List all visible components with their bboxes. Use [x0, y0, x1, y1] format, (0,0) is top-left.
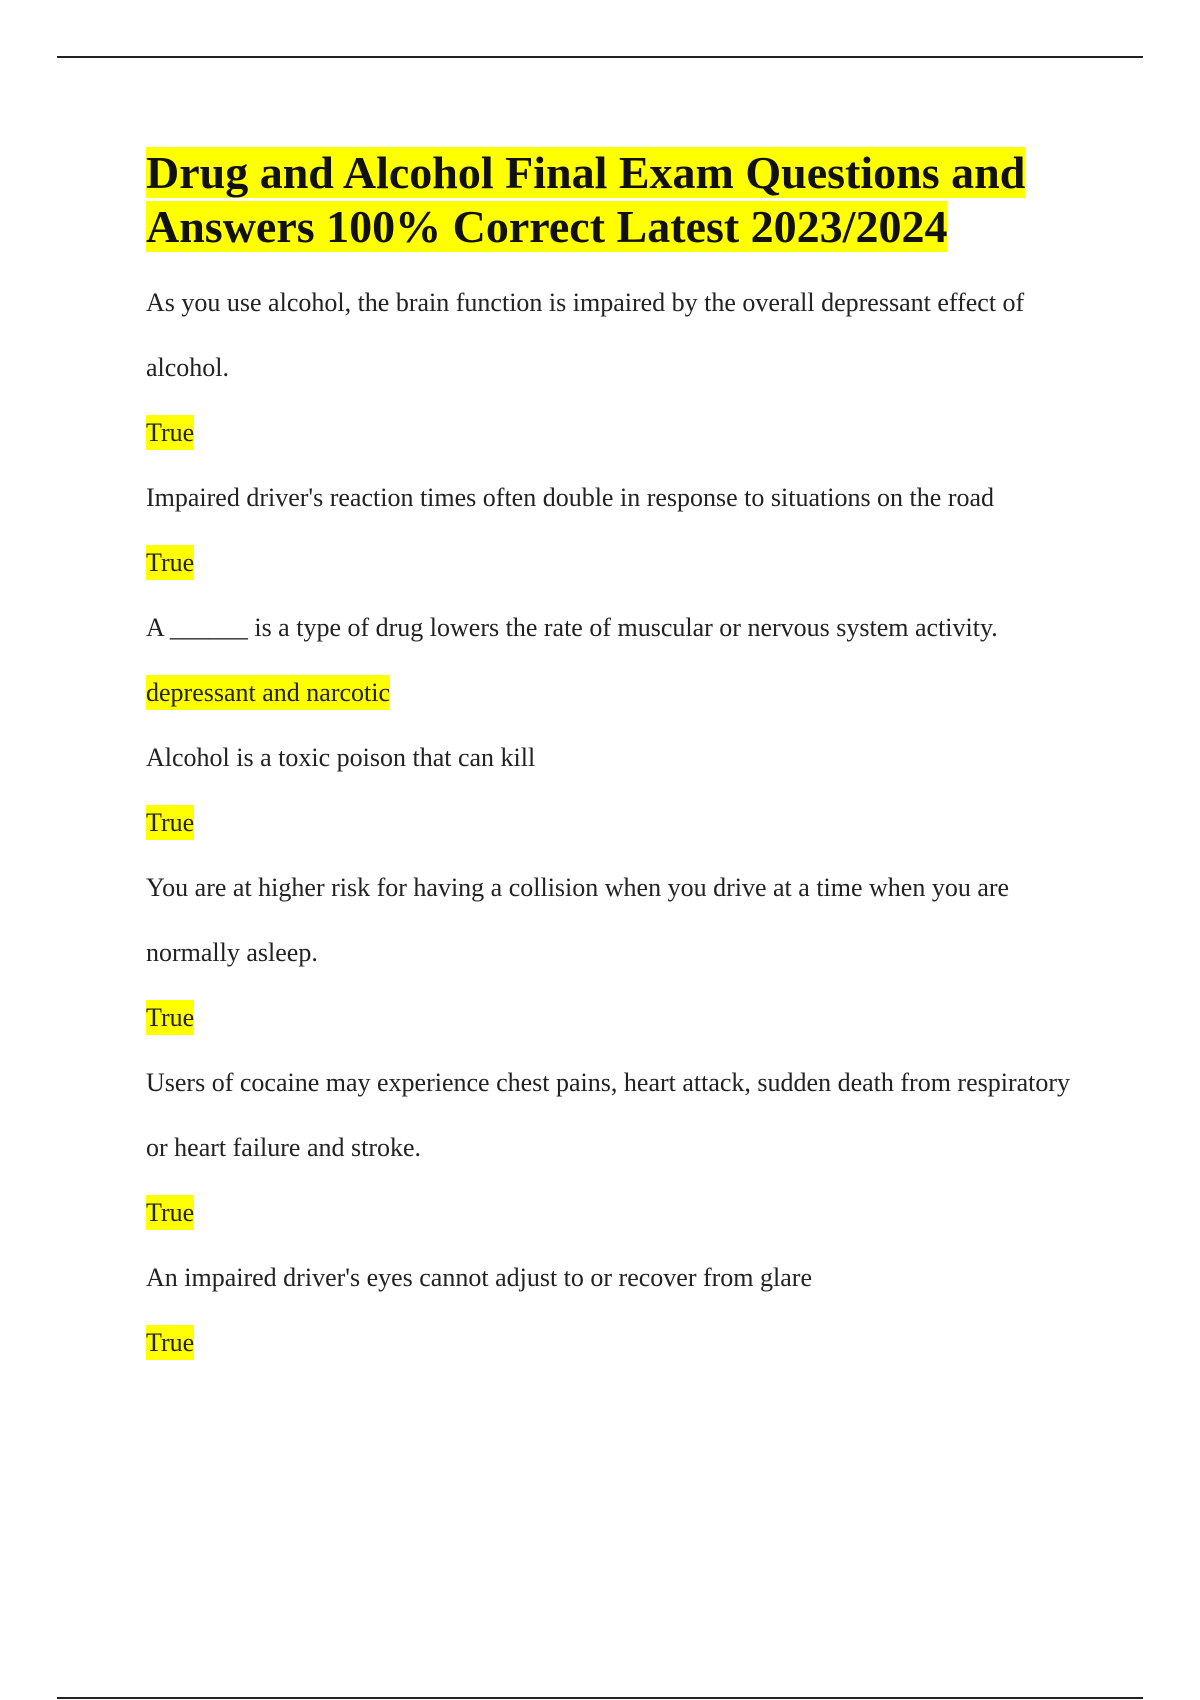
qa-item — [146, 855, 1096, 1050]
answer-text: True — [146, 545, 194, 580]
question-text: You are at higher risk for having a collision when you drive at a time when you are normally asleep. — [146, 873, 1010, 967]
question-text: An impaired driver's eyes cannot adjust to or recover from glare — [146, 1263, 812, 1292]
qa-item — [146, 465, 1096, 595]
question-text: A ______ is a type of drug lowers the rate of muscular or nervous system activity. — [146, 613, 998, 642]
answer — [146, 660, 1096, 725]
answer-text: True — [146, 805, 194, 840]
answer — [146, 790, 1096, 855]
document-body — [146, 146, 1096, 1375]
footer-rule — [57, 1697, 1143, 1699]
document-title — [146, 146, 1096, 254]
qa-item — [146, 595, 1096, 725]
answer — [146, 400, 1096, 465]
header-rule — [57, 56, 1143, 58]
qa-item — [146, 1245, 1096, 1375]
answer-text: True — [146, 1325, 194, 1360]
question-text: Impaired driver's reaction times often double in response to situations on the road — [146, 483, 995, 512]
question-text: As you use alcohol, the brain function is impaired by the overall depressant effect of alcohol. — [146, 288, 1025, 382]
answer — [146, 985, 1096, 1050]
answer — [146, 1310, 1096, 1375]
question-text: Alcohol is a toxic poison that can kill — [146, 743, 536, 772]
qa-item — [146, 725, 1096, 855]
answer — [146, 1180, 1096, 1245]
answer-text: True — [146, 1195, 194, 1230]
answer-text: True — [146, 1000, 194, 1035]
qa-list — [146, 270, 1096, 1375]
answer-text: depressant and narcotic — [146, 675, 390, 710]
qa-item — [146, 270, 1096, 465]
document-title-text: Drug and Alcohol Final Exam Questions and Answers 100% Correct Latest 2023/2024 — [146, 147, 1026, 252]
answer-text: True — [146, 415, 194, 450]
question-text: Users of cocaine may experience chest pains, heart attack, sudden death from respiratory or heart failure and stroke. — [146, 1068, 1071, 1162]
qa-item — [146, 1050, 1096, 1245]
answer — [146, 530, 1096, 595]
